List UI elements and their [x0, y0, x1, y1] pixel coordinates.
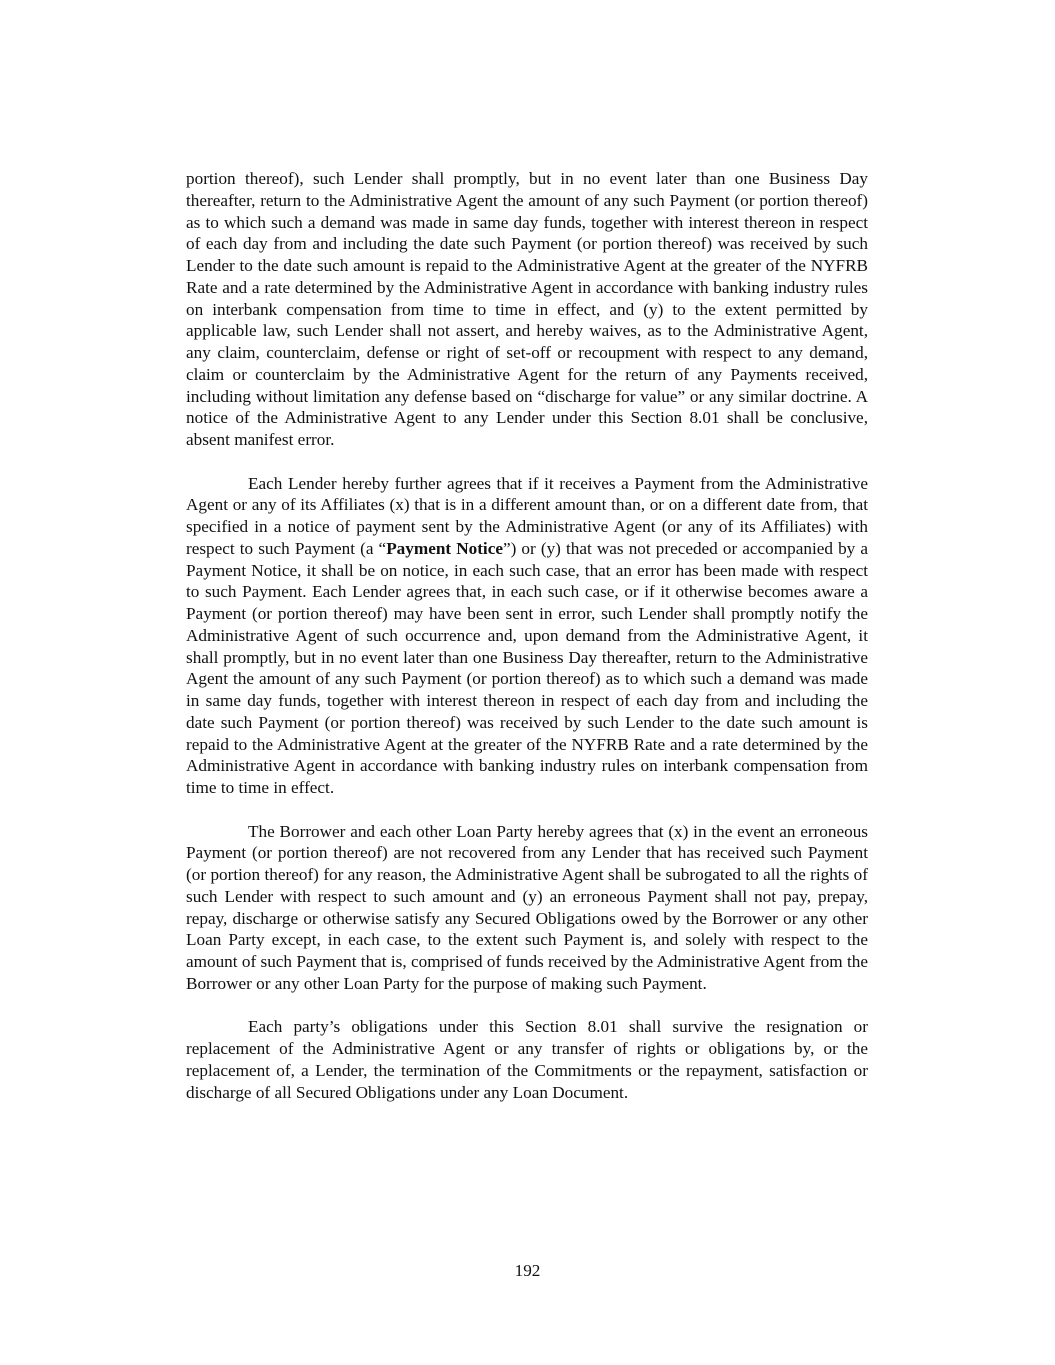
paragraph-payment-notice	[186, 473, 868, 799]
body-text	[186, 168, 868, 1125]
page-number: 192	[514, 1261, 541, 1280]
paragraph-continuation: portion thereof), such Lender shall promptly, but in no event later than one Business Day thereafter, return to the Administrative Agent the amount of any such Payment (or portion thereof) as to which such a demand was made in same day funds, together with interest thereon in respect of each day from and including the date such Payment (or portion thereof) was received by such Lender to the date such amount is repaid to the Administrative Agent at the greater of the NYFRB Rate and a rate determined by the Administrative Agent in accordance with banking industry rules on interbank compensation from time to time in effect, and (y) to the extent permitted by applicable law, such Lender shall not assert, and hereby waives, as to the Administrative Agent, any claim, counterclaim, defense or right of set-off or recoupment with respect to any demand, claim or counterclaim by the Administrative Agent for the return of any Payments received, including without limitation any defense based on “discharge for value” or any similar doctrine. A notice of the Administrative Agent to any Lender under this Section 8.01 shall be conclusive, absent manifest error.	[186, 169, 868, 449]
paragraph-survival: Each party’s obligations under this Section 8.01 shall survive the resignation or replacement of the Administrative Agent or any transfer of rights or obligations by, or the replacement of, a Lender, the termination of the Commitments or the repayment, satisfaction or discharge of all Secured Obligations under any Loan Document.	[186, 1017, 868, 1102]
paragraph-text-before: Each Lender hereby further agrees that if it receives a Payment from the Administrative Agent or any of its Affiliates (x) that is in a different amount than, or on a different date from, that specified in a notice of payment sent by the Administrative Agent (or any of its Affiliates) with respect to such Payment (a “	[186, 473, 868, 558]
paragraph-text-after: ”) or (y) that was not preceded or accompanied by a Payment Notice, it shall be on notice, in each such case, that an error has been made with respect to such Payment. Each Lender agrees that, in each such case, or if it otherwise becomes aware a Payment (or portion thereof) may have been sent in error, such Lender shall promptly notify the Administrative Agent of such occurrence and, upon demand from the Administrative Agent, it shall promptly, but in no event later than one Business Day thereafter, return to the Administrative Agent the amount of any such Payment (or portion thereof) as to which such a demand was made in same day funds, together with interest thereon in respect of each day from and including the date such Payment (or portion thereof) was received by such Lender to the date such amount is repaid to the Administrative Agent at the greater of the NYFRB Rate and a rate determined by the Administrative Agent in accordance with banking industry rules on interbank compensation from time to time in effect.	[186, 538, 868, 797]
paragraph-borrower-subrogation: The Borrower and each other Loan Party hereby agrees that (x) in the event an erroneous Payment (or portion thereof) are not recovered from any Lender that has received such Payment (or portion thereof) for any reason, the Administrative Agent shall be subrogated to all the rights of such Lender with respect to such amount and (y) an erroneous Payment shall not pay, prepay, repay, discharge or otherwise satisfy any Secured Obligations owed by the Borrower or any other Loan Party except, in each case, to the extent such Payment is, and solely with respect to the amount of such Payment that is, comprised of funds received by the Administrative Agent from the Borrower or any other Loan Party for the purpose of making such Payment.	[186, 821, 868, 993]
defined-term-payment-notice: Payment Notice	[386, 538, 503, 558]
